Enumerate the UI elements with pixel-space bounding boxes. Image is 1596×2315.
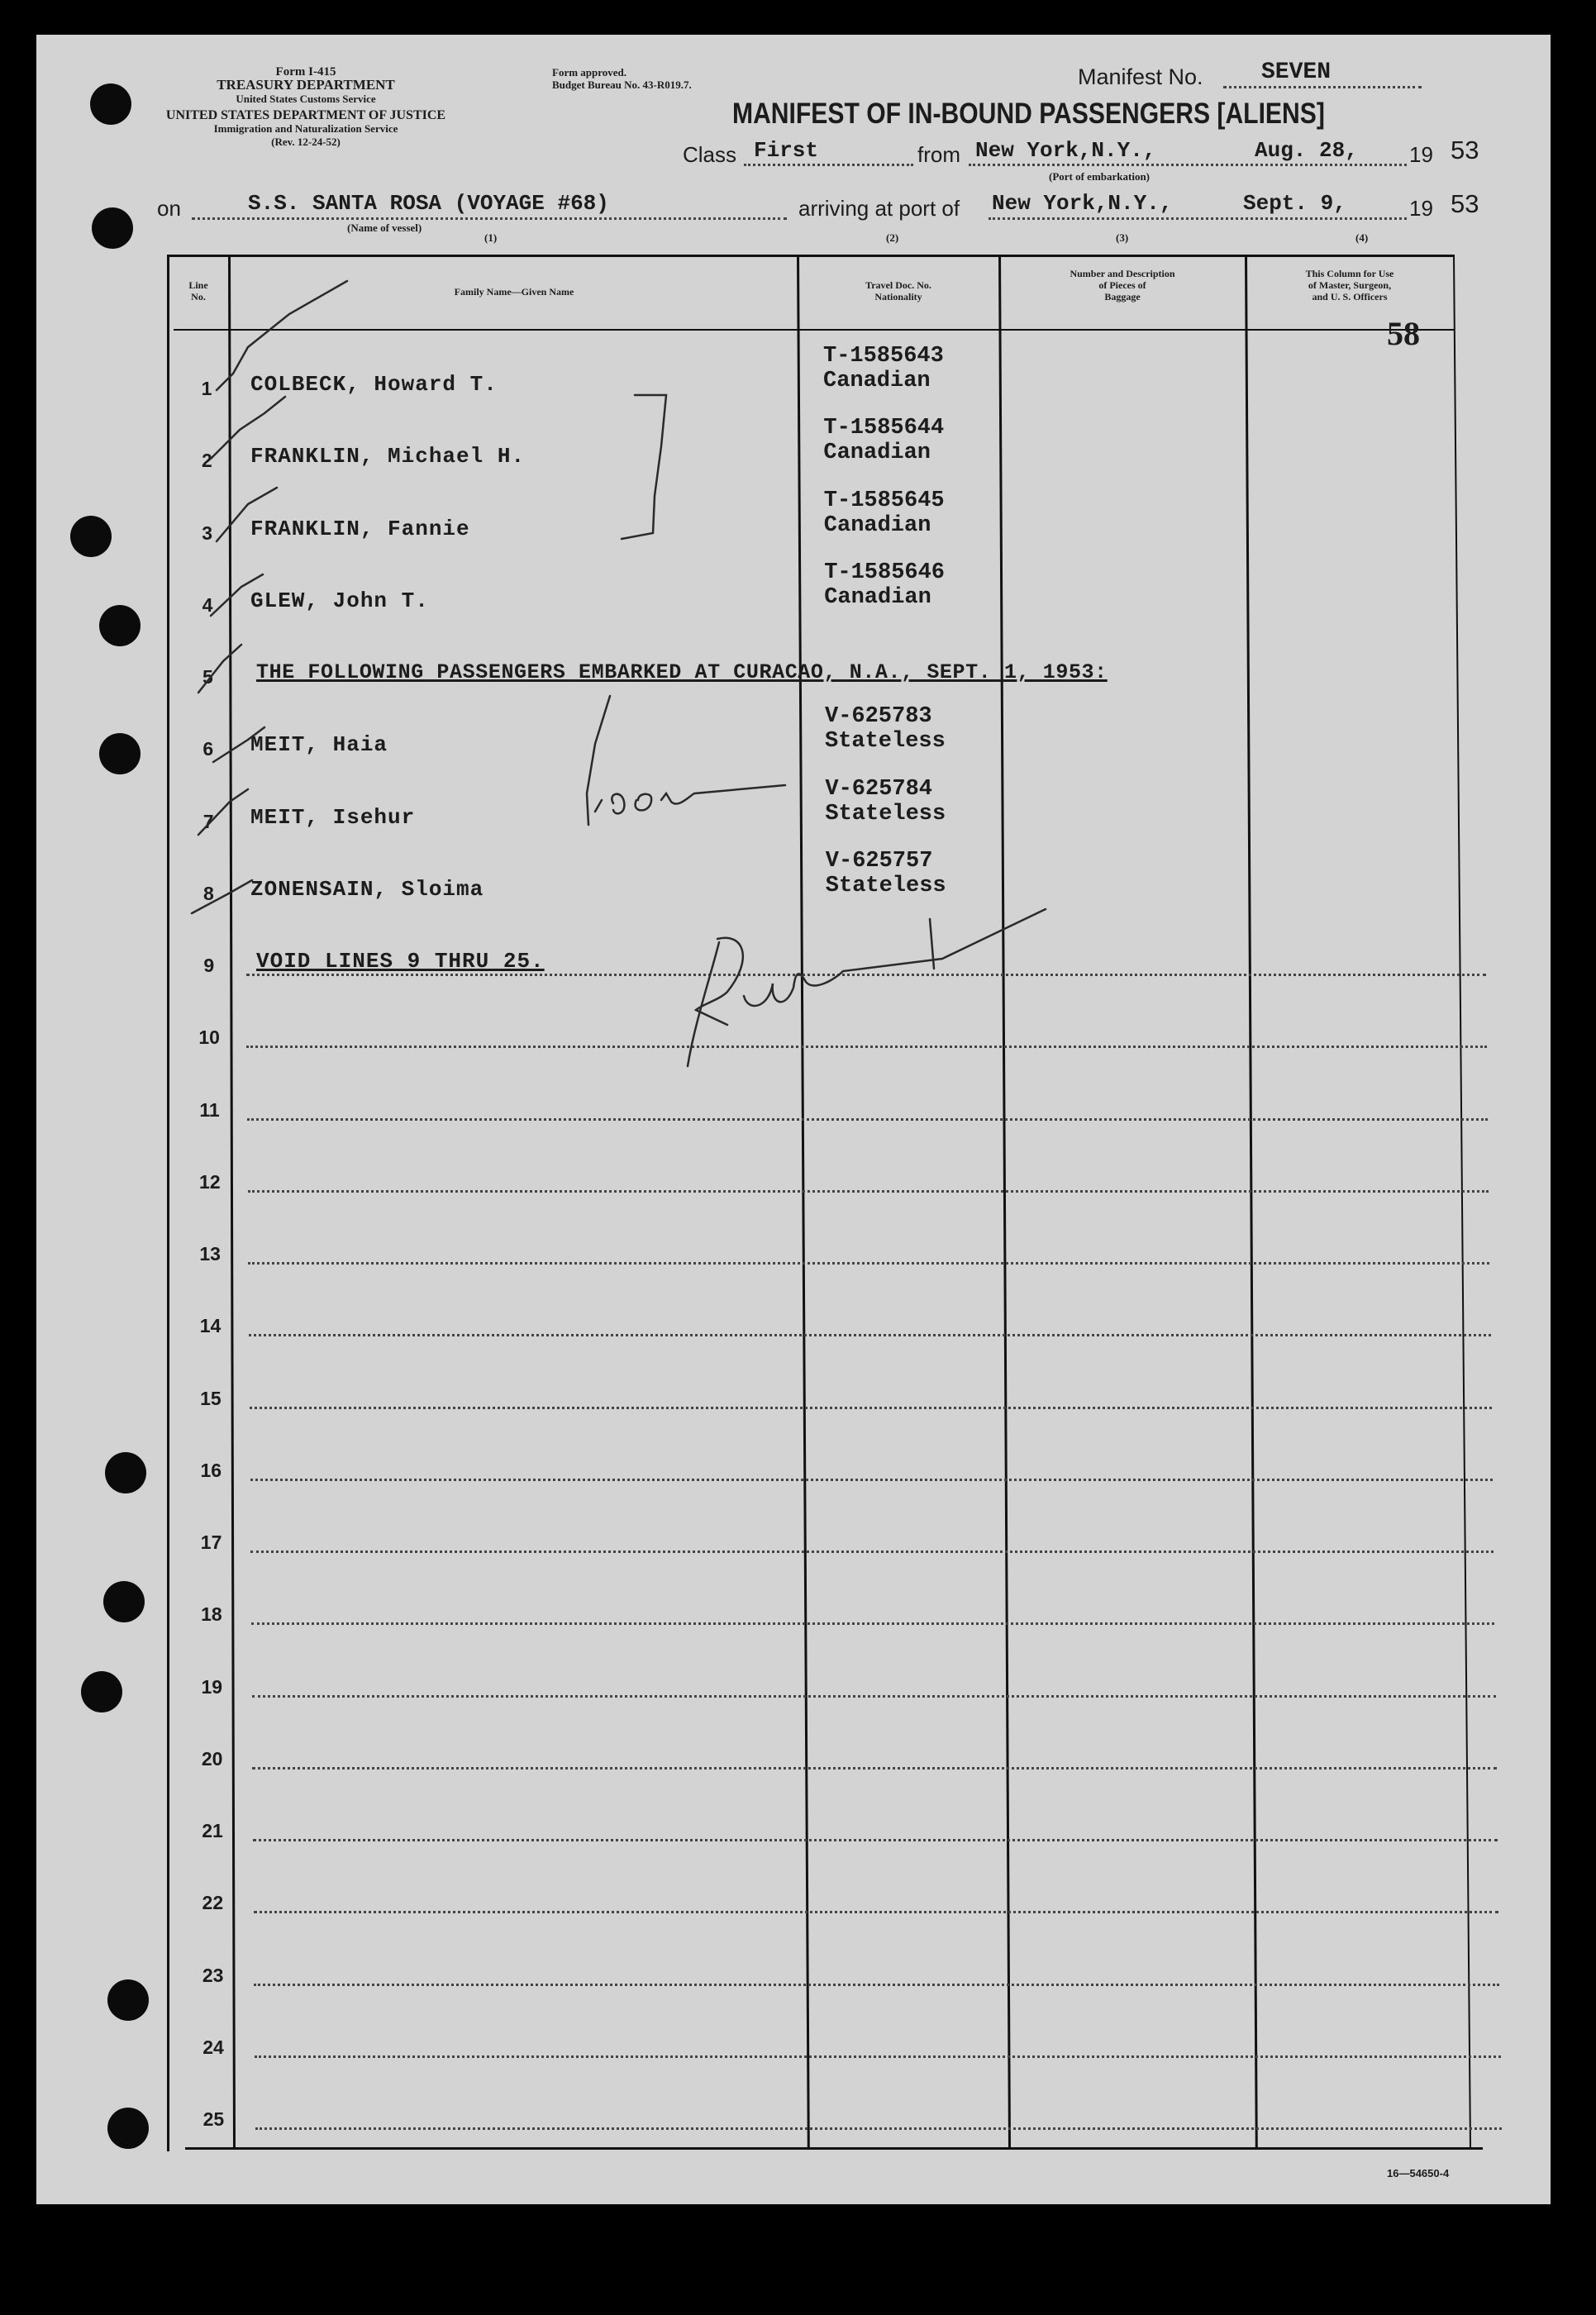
officer-note-number: 58 (1387, 315, 1420, 352)
col-num-2: (2) (886, 231, 899, 244)
from-date: Aug. 28, (1255, 138, 1358, 163)
header-baggage-2: of Pieces of (1098, 279, 1146, 291)
check-mark-8 (192, 880, 252, 913)
check-mark-3 (217, 488, 277, 541)
check-mark-4 (211, 574, 263, 616)
port-embarkation-note: (Port of embarkation) (1048, 170, 1151, 183)
manifest-no-label: Manifest No. (1078, 64, 1203, 89)
col-num-1: (1) (484, 231, 498, 244)
line-number: 12 (199, 1171, 221, 1193)
header-line-no-2: No. (191, 291, 206, 302)
line-number: 1 (201, 378, 212, 399)
manifest-no-value: SEVEN (1261, 60, 1332, 85)
year-prefix-1: 19 (1409, 142, 1433, 167)
arrival-port: New York,N.Y., (992, 191, 1173, 216)
passenger-name: MEIT, Haia (250, 732, 388, 757)
nationality: Stateless (825, 874, 946, 898)
son-annotation (595, 785, 785, 813)
year-prefix-2: 19 (1409, 196, 1433, 221)
passenger-name: COLBECK, Howard T. (250, 372, 498, 397)
customs-service: United States Customs Service (236, 93, 376, 105)
arriving-label: arriving at port of (798, 196, 960, 221)
passenger-name: FRANKLIN, Michael H. (250, 444, 526, 469)
header-baggage-1: Number and Description (1070, 268, 1175, 279)
passenger-name: MEIT, Isehur (250, 805, 416, 830)
print-code: 16—54650-4 (1387, 2167, 1450, 2179)
passenger-name: ZONENSAIN, Sloima (250, 877, 484, 902)
budget-bureau: Budget Bureau No. 43-R019.7. (552, 79, 692, 91)
header-baggage-3: Baggage (1104, 291, 1141, 302)
nationality: Stateless (825, 729, 946, 754)
nationality: Canadian (823, 369, 931, 393)
year-2: 53 (1451, 189, 1479, 218)
class-value: First (754, 138, 819, 163)
line-number: 3 (202, 522, 213, 544)
line-number: 13 (199, 1243, 221, 1265)
year-1: 53 (1451, 136, 1479, 164)
line-number: 4 (202, 594, 213, 616)
check-mark-5 (198, 645, 241, 693)
check-mark-1 (217, 281, 347, 390)
void-note: VOID LINES 9 THRU 25. (256, 949, 545, 974)
treasury-dept: TREASURY DEPARTMENT (217, 77, 395, 93)
form-revision: (Rev. 12-24-52) (271, 136, 341, 148)
line-number: 25 (202, 2108, 225, 2130)
header-officers-2: of Master, Surgeon, (1308, 279, 1392, 291)
travel-doc-number: V-625784 (825, 777, 933, 802)
passenger-name: GLEW, John T. (250, 588, 429, 613)
vessel-name: S.S. SANTA ROSA (VOYAGE #68) (248, 191, 609, 216)
line-number: 17 (200, 1531, 222, 1553)
arrival-date: Sept. 9, (1243, 191, 1346, 216)
line-number: 9 (203, 955, 215, 976)
bracket-mark (622, 395, 666, 539)
from-label: from (917, 142, 960, 167)
travel-doc-number: V-625757 (825, 849, 933, 874)
header-doc-1: Travel Doc. No. (865, 279, 931, 291)
line-number: 21 (202, 1820, 223, 1841)
nationality: Canadian (824, 585, 931, 610)
form-number: Form I-415 (275, 65, 336, 79)
line-number: 8 (203, 883, 214, 904)
line-number: 11 (199, 1099, 220, 1121)
line-number: 10 (198, 1027, 220, 1048)
header-officers-3: and U. S. Officers (1312, 291, 1388, 302)
line-number: 24 (202, 2036, 224, 2058)
passenger-name: FRANKLIN, Fannie (250, 517, 470, 541)
col-num-4: (4) (1355, 231, 1369, 244)
embarkation-note: THE FOLLOWING PASSENGERS EMBARKED AT CURACAO, N.A., SEPT. 1, 1953: (256, 660, 1108, 684)
line-number: 2 (201, 450, 212, 471)
check-mark-6 (213, 727, 264, 762)
travel-doc-number: T-1585645 (823, 488, 945, 513)
travel-doc-number: V-625783 (825, 704, 932, 729)
line-number: 19 (201, 1676, 223, 1698)
travel-doc-number: T-1585644 (823, 416, 945, 441)
line-number: 5 (202, 666, 213, 688)
header-line-no-1: Line (188, 279, 208, 291)
signature-initials (688, 909, 1046, 1066)
check-mark-7 (198, 789, 248, 835)
line-number: 6 (202, 738, 214, 760)
justice-dept: UNITED STATES DEPARTMENT OF JUSTICE (165, 108, 446, 122)
line-number: 18 (201, 1603, 222, 1625)
line-number: 7 (202, 811, 214, 832)
from-port: New York,N.Y., (975, 138, 1156, 163)
col-num-3: (3) (1116, 231, 1129, 244)
nationality: Canadian (823, 513, 931, 538)
vessel-note: (Name of vessel) (347, 221, 422, 234)
page-title: MANIFEST OF IN-BOUND PASSENGERS [ALIENS] (732, 98, 1325, 130)
line-number: 22 (202, 1892, 224, 1913)
ins-service: Immigration and Naturalization Service (213, 122, 398, 135)
on-label: on (157, 196, 181, 221)
nationality: Stateless (825, 802, 946, 826)
header-officers-1: This Column for Use (1305, 268, 1394, 279)
nationality: Canadian (823, 441, 931, 465)
header-name: Family Name—Given Name (454, 286, 574, 298)
line-number: 14 (199, 1315, 222, 1336)
header-doc-2: Nationality (874, 291, 922, 302)
check-mark-2 (211, 397, 285, 459)
line-number: 23 (202, 1965, 224, 1986)
class-label: Class (683, 142, 737, 167)
form-approved: Form approved. (552, 66, 627, 79)
line-number: 16 (200, 1460, 222, 1481)
travel-doc-number: T-1585643 (823, 344, 944, 369)
travel-doc-number: T-1585646 (824, 560, 946, 585)
line-number: 15 (200, 1388, 222, 1409)
line-number: 20 (201, 1748, 223, 1770)
